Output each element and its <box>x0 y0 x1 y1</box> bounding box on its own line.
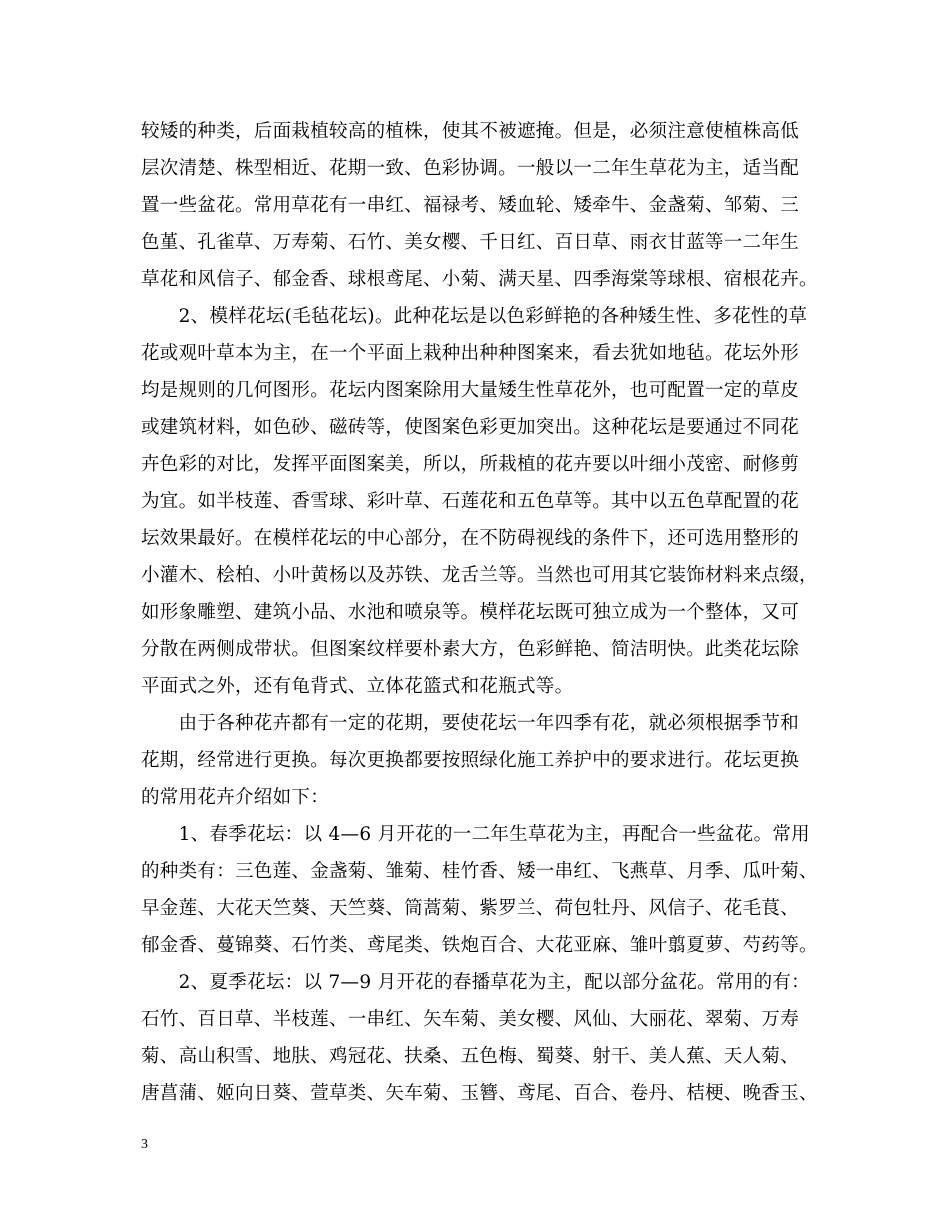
text-line: 小灌木、桧柏、小叶黄杨以及苏铁、龙舌兰等。当然也可用其它装饰材料来点缀， <box>141 565 818 586</box>
text-line: 的常用花卉介绍如下： <box>141 787 330 808</box>
text-line: 置一些盆花。常用草花有一串红、福禄考、矮血轮、矮牵牛、金盏菊、邹菊、三 <box>141 195 800 216</box>
text-line: 或建筑材料，如色砂、磁砖等，使图案色彩更加突出。这种花坛是要通过不同花 <box>141 417 800 438</box>
paragraph-summer-flower-bed <box>141 964 821 1112</box>
document-body <box>141 113 821 1112</box>
text-line: 的种类有：三色莲、金盏菊、雏菊、桂竹香、矮一串红、飞燕草、月季、瓜叶菊、 <box>141 861 818 882</box>
text-line: 郁金香、蔓锦葵、石竹类、鸢尾类、铁炮百合、大花亚麻、雏叶翦夏萝、芍药等。 <box>141 935 818 956</box>
paragraph-seasonal-replacement <box>141 705 821 816</box>
page-number: 3 <box>141 1137 148 1152</box>
text-line: 坛效果最好。在模样花坛的中心部分，在不防碍视线的条件下，还可选用整形的 <box>141 528 800 549</box>
text-line: 分散在两侧成带状。但图案纹样要朴素大方，色彩鲜艳、简洁明快。此类花坛除 <box>141 639 800 660</box>
text-line: 卉色彩的对比，发挥平面图案美，所以，所栽植的花卉要以叶细小茂密、耐修剪 <box>141 454 800 475</box>
text-line: 2、模样花坛(毛毡花坛)。此种花坛是以色彩鲜艳的各种矮生性、多花性的草 <box>141 306 808 327</box>
text-line: 唐菖蒲、姬向日葵、萱草类、矢车菊、玉簪、鸢尾、百合、卷丹、桔梗、晚香玉、 <box>141 1083 818 1104</box>
text-line: 草花和风信子、郁金香、球根鸢尾、小菊、满天星、四季海棠等球根、宿根花卉。 <box>141 269 818 290</box>
text-line: 如形象雕塑、建筑小品、水池和喷泉等。模样花坛既可独立成为一个整体，又可 <box>141 602 800 623</box>
text-line: 为宜。如半枝莲、香雪球、彩叶草、石莲花和五色草等。其中以五色草配置的花 <box>141 491 800 512</box>
text-line: 早金莲、大花天竺葵、天竺葵、筒蒿菊、紫罗兰、荷包牡丹、风信子、花毛茛、 <box>141 898 800 919</box>
text-line: 石竹、百日草、半枝莲、一串红、矢车菊、美女樱、风仙、大丽花、翠菊、万寿 <box>141 1009 800 1030</box>
text-line: 2、夏季花坛：以 7—9 月开花的春播草花为主，配以部分盆花。常用的有： <box>141 972 810 993</box>
text-line: 色堇、孔雀草、万寿菊、石竹、美女樱、千日红、百日草、雨衣甘蓝等一二年生 <box>141 232 800 253</box>
text-line: 平面式之外，还有龟背式、立体花篮式和花瓶式等。 <box>141 676 574 697</box>
text-line: 较矮的种类，后面栽植较高的植株，使其不被遮掩。但是，必须注意使植株高低 <box>141 121 800 142</box>
text-line: 菊、高山积雪、地肤、鸡冠花、扶桑、五色梅、蜀葵、射干、美人蕉、天人菊、 <box>141 1046 800 1067</box>
text-line: 花或观叶草本为主，在一个平面上栽种出种种图案来，看去犹如地毡。花坛外形 <box>141 343 800 364</box>
paragraph-spring-flower-bed <box>141 816 821 964</box>
text-line: 均是规则的几何图形。花坛内图案除用大量矮生性草花外，也可配置一定的草皮 <box>141 380 800 401</box>
text-line: 由于各种花卉都有一定的花期，要使花坛一年四季有花，就必须根据季节和 <box>141 713 800 734</box>
text-line: 层次清楚、株型相近、花期一致、色彩协调。一般以一二年生草花为主，适当配 <box>141 158 800 179</box>
paragraph-flower-bed-arrangement <box>141 113 821 298</box>
text-line: 1、春季花坛：以 4—6 月开花的一二年生草花为主，再配合一些盆花。常用 <box>141 824 810 845</box>
paragraph-carpet-flower-bed <box>141 298 821 705</box>
text-line: 花期，经常进行更换。每次更换都要按照绿化施工养护中的要求进行。花坛更换 <box>141 750 800 771</box>
